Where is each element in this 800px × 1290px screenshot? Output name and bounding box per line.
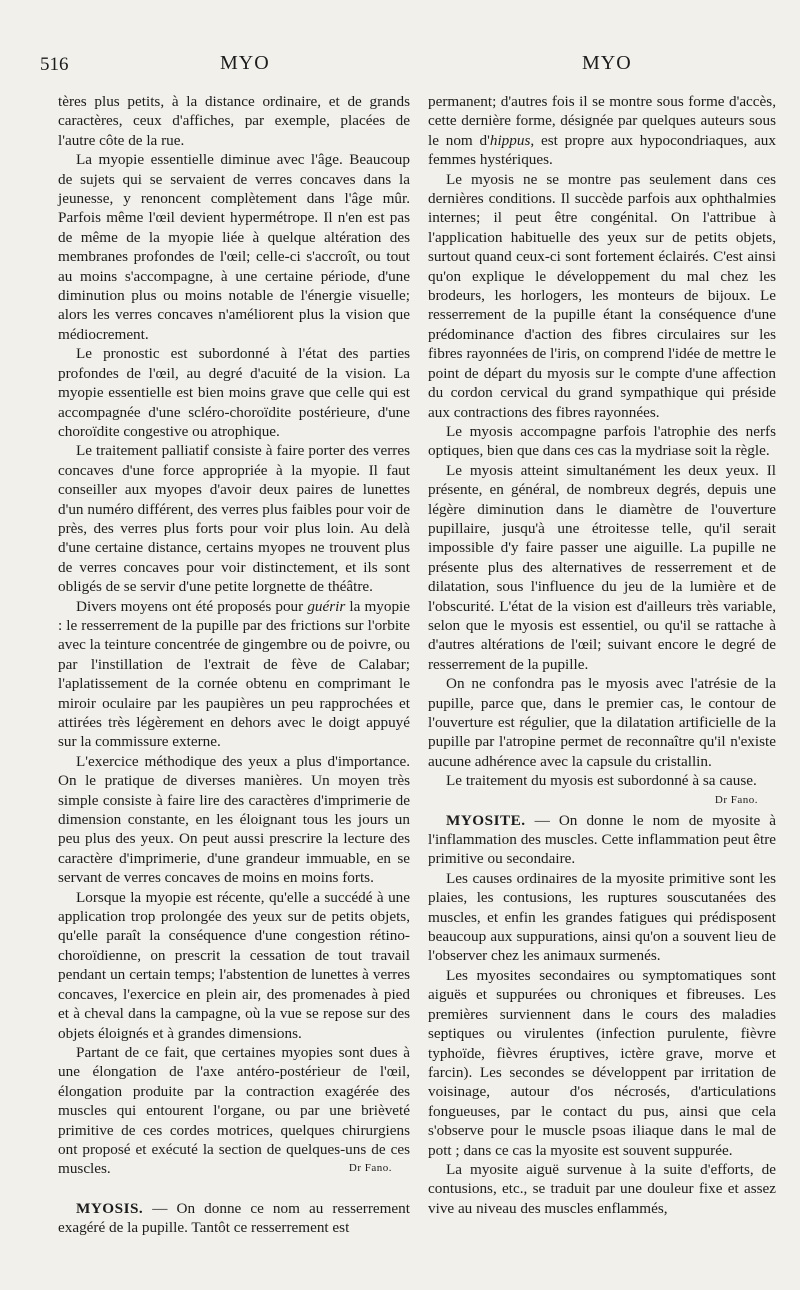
paragraph: Le traitement palliatif consiste à faire porter des verres concaves d'une force appropriée à la myopie. Il faut conseiller aux myopes d'avoir deux paires de lunettes d'un numéro différent, des verres plus faibles pour voir de près, des verres plus forts pour voir plus loin. Au delà d'une certaine distance, certains myopes ne trouvent plus de verres concaves pour voir distinctement, et ils sont obligés de se servir d'une petite lorgnette de théâtre. (58, 442, 410, 596)
left-column (58, 92, 410, 1238)
page-number: 516 (40, 54, 69, 75)
running-head-left: MYO (220, 52, 270, 74)
emphasis: hippus (489, 131, 531, 149)
text-run: — On donne le nom de myosite à l'inflammation des muscles. Cette inflammation peut être primitive ou secondaire. (428, 811, 776, 868)
paragraph: La myosite aiguë survenue à la suite d'efforts, de contusions, etc., se traduit par une douleur fixe et assez vive au niveau des muscles enflammés, (428, 1160, 776, 1217)
text-run: — On donne ce nom au resserrement exagéré de la pupille. Tantôt ce resserrement est (58, 1199, 410, 1237)
paragraph: Le myosis ne se montre pas seulement dans ces dernières conditions. Il succède parfois aux ophthalmies internes; il peut être congénital. On l'attribue à l'application habituelle des yeux sur de petits objets, surtout quand ceux-ci sont fortement éclairés. C'est ainsi qu'on explique le développement du mal chez les brodeurs, les horlogers, les monteurs de bijoux. Le resserrement de la pupille étant la conséquence d'une prédominance d'action des fibres circulaires sur les fibres rayonnées de l'iris, on comprend l'idée de mettre le point de départ du myosis sur le compte d'une affection du cordon cervical du grand sympathique qui préside aux contractions des fibres rayonnées. (428, 170, 776, 421)
page-header (0, 48, 800, 82)
paragraph: Le pronostic est subordonné à l'état des parties profondes de l'œil, au degré d'acuité de la vision. La myopie essentielle est bien moins grave que celle qui est accompagnée d'une scléro-choroïdite postérieure, d'une choroïdite congestive ou atrophique. (58, 345, 410, 440)
paragraph: On ne confondra pas le myosis avec l'atrésie de la pupille, parce que, dans le premier cas, le contour de l'ouverture est régulier, que la dilatation artificielle de la pupille par l'atropine permet de reconnaître qu'il n'existe aucune adhérence avec la capsule du cristallin. (428, 675, 776, 770)
paragraph: La myopie essentielle diminue avec l'âge. Beaucoup de sujets qui se servaient de verres concaves dans la jeunesse, y renoncent complètement dans l'âge mûr. Parfois même l'œil devient hypermétrope. Il n'en est pas de même de la myopie liée à quelque altération des membranes profondes de l'œil; celle-ci s'accroît, ou tout au moins s'accompagne, à une certaine période, d'une diminution plus ou moins notable de l'énergie visuelle; alors les verres concaves n'améliorent plus la vision que médiocrement. (58, 151, 410, 343)
paragraph (58, 1043, 410, 1179)
author-signature: Dr Fano. (714, 793, 758, 806)
text-run: Le traitement du myosis est subordonné à sa cause. (446, 772, 757, 790)
right-column (428, 92, 776, 1218)
entry-heading-myosis: MYOSIS. (76, 1199, 144, 1217)
paragraph: L'exercice méthodique des yeux a plus d'importance. On le pratique de diverses manières. Un moyen très simple consiste à faire lire des caractères d'imprimerie de dimension constante, en les éloignant tous les jours un peu plus des yeux. On peut aussi prescrire la lecture des caractère d'imprimerie, d'une grandeur immuable, en se servant de verres concaves de moins en moins forts. (58, 752, 410, 887)
paragraph: Lorsque la myopie est récente, qu'elle a succédé à une application trop prolongée des yeux sur de petits objets, qu'elle paraît la conséquence d'une congestion rétino-choroïdienne, on prescrit la cessation de tout travail pendant un certain temps; l'abstention de lunettes à verres concaves, l'exercice en plein air, des promenades à pied et à cheval dans la campagne, où la vue se repose sur des objets éloignés et à grandes dimensions. (58, 888, 410, 1042)
author-signature: Dr Fano. (348, 1162, 392, 1175)
paragraph: Le myosis atteint simultanément les deux yeux. Il présente, en général, de nombreux degrés, depuis une légère diminution dans le diamètre de l'ouverture pupillaire, jusqu'à une étroitesse telle, qu'il serait impossible d'y faire passer une aiguille. La pupille ne présente plus des alternatives de resserrement et de dilatation, sous l'influence du jeu de la lumière et de l'obscurité. L'état de la vision est d'ailleurs très variable, selon que le myosis est essentiel, ou qu'il se rattache à d'autres altérations de l'œil; suivant encore le degré de resserrement de la pupille. (428, 461, 776, 673)
emphasis: guérir (307, 597, 346, 615)
paragraph: Les causes ordinaires de la myosite primitive sont les plaies, les contusions, les ruptures souscutanées des muscles, et enfin les grandes fatigues qui prédisposent beaucoup aux suppurations, ainsi qu'on a souvent lieu de l'observer chez les animaux surmenés. (428, 869, 776, 965)
paragraph: Le myosis accompagne parfois l'atrophie des nerfs optiques, bien que dans ces cas la mydriase soit la règle. (428, 422, 776, 460)
text-run: , est propre aux hypocondriaques, aux femmes hystériques. (428, 131, 776, 169)
paragraph (428, 771, 776, 806)
text-run: la myopie : le resserrement de la pupille par des frictions sur l'orbite avec la teinture concentrée de gingembre ou de poivre, ou par l'instillation de l'extrait de fève de Calabar; l'aplatissement de la cornée obtenu en comprimant le miroir oculaire par les paupières un peu rapprochées et attirées très légèrement en dehors avec le doigt appuyé sur la commissure externe. (58, 597, 411, 751)
paragraph (58, 597, 410, 752)
paragraph: tères plus petits, à la distance ordinaire, et de grands caractères, ceux d'affiches, par exemple, placées de l'autre côte de la rue. (58, 93, 410, 149)
entry-separator (58, 1179, 410, 1199)
paragraph (428, 92, 776, 170)
paragraph: Les myosites secondaires ou symptomatiques sont aiguës et suppurées ou chroniques et fibreuses. Les premières surviennent dans le cours des maladies septiques ou virulentes (infection purulente, fièvre typhoïde, fièvres éruptives, ictère grave, morve et farcin). Les secondes se développent par irritation de voisinage, autour d'os nécrosés, d'articulations fongueuses, par le contact du pus, ainsi que cela s'observe pour le muscle psoas iliaque dans le mal de pott ; dans ce cas la myosite est souvent suppurée. (428, 966, 776, 1159)
text-run: permanent; d'autres fois il se montre sous forme d'accès, cette dernière forme, désignée par quelques auteurs sous le nom d' (428, 93, 776, 149)
text-run: Partant de ce fait, que certaines myopies sont dues à une élongation de l'axe antéro-postérieur de l'œil, élongation produite par la contraction exagérée des muscles qui entourent l'organe, ou par une brièveté primitive de ces cordes motrices, quelques chirurgiens ont proposé et exécuté la section de quelques-uns de ces muscles. (58, 1043, 410, 1178)
running-head-right: MYO (582, 52, 632, 74)
entry-heading-myosite: MYOSITE. (446, 811, 526, 829)
text-run: Divers moyens ont été proposés pour (76, 597, 308, 615)
entry-paragraph (58, 1199, 410, 1238)
entry-paragraph (428, 811, 776, 869)
